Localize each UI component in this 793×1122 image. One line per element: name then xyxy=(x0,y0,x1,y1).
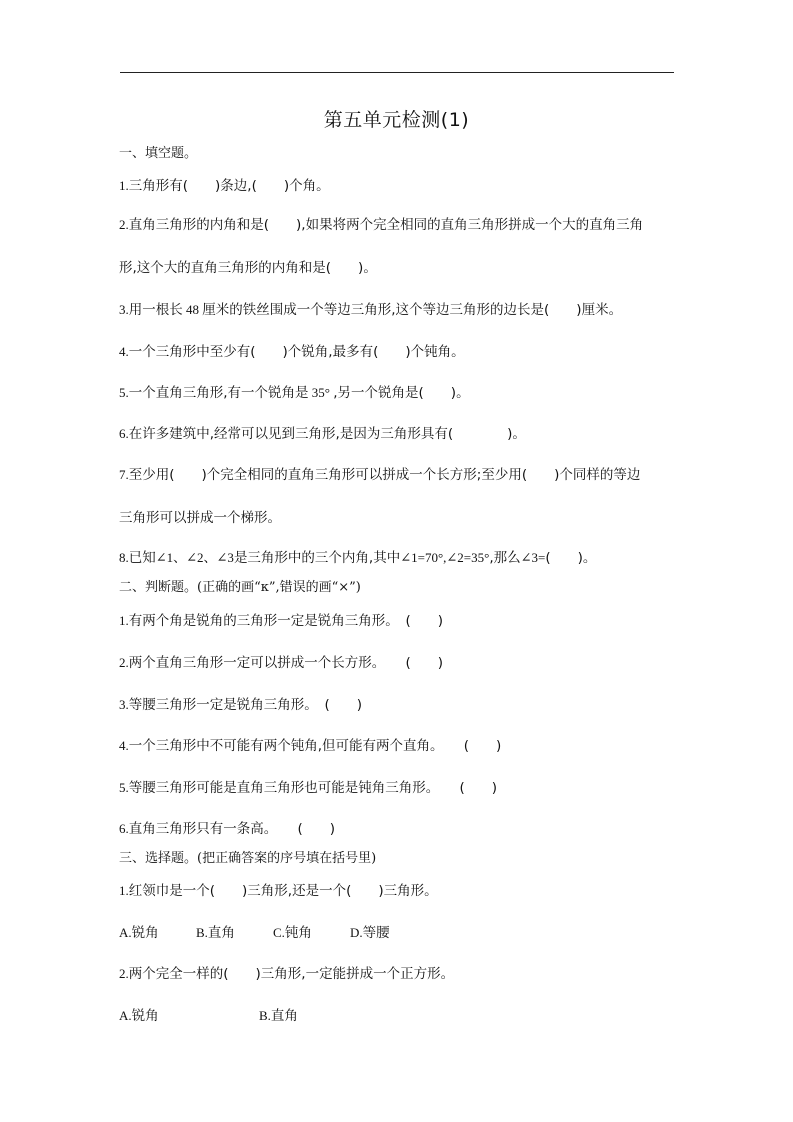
question-number: 4. xyxy=(119,344,129,359)
question-number: 5. xyxy=(119,385,129,400)
option-letter: A. xyxy=(119,1008,132,1023)
section-choice-heading: 三、选择题。(把正确答案的序号填在括号里) xyxy=(119,851,377,866)
option-letter: C. xyxy=(273,925,285,940)
question-text: 三角形有( )条边,( )个角。 xyxy=(128,178,330,194)
question-number: 6. xyxy=(119,821,129,836)
question-text: 至少用( )个完全相同的直角三角形可以拼成一个长方形;至少用( )个同样的等边 xyxy=(128,467,641,483)
option-letter: B. xyxy=(196,925,208,940)
fill-question-7 xyxy=(119,463,640,483)
fill-question-3 xyxy=(119,298,622,318)
question-text: 直角三角形只有一条高。 ( ) xyxy=(128,821,336,837)
option-d xyxy=(350,921,390,941)
question-text: 是三角形中的三个内角,其中 xyxy=(233,550,401,566)
question-value: 48 xyxy=(182,302,203,317)
fill-question-1 xyxy=(119,174,330,194)
option-letter: B. xyxy=(259,1008,271,1023)
question-value: 35° xyxy=(308,385,334,400)
section-judge-heading: 二、判断题。(正确的画“κ”,错误的画“×”) xyxy=(119,580,361,595)
question-text: 用一根长 xyxy=(128,302,183,318)
question-number: 1. xyxy=(119,883,129,898)
question-value: ∠1、∠2、∠3 xyxy=(155,550,234,565)
question-text: 等腰三角形可能是直角三角形也可能是钝角三角形。 ( ) xyxy=(128,780,498,796)
fill-question-2-continued xyxy=(119,256,377,276)
question-text: 等腰三角形一定是锐角三角形。 ( ) xyxy=(128,697,363,713)
question-text: 两个直角三角形一定可以拼成一个长方形。 ( ) xyxy=(128,655,444,671)
option-a xyxy=(119,1004,259,1024)
question-number: 3. xyxy=(119,697,129,712)
question-text: 形,这个大的直角三角形的内角和是( )。 xyxy=(119,260,377,276)
option-text: 直角 xyxy=(207,925,235,941)
question-text: 三角形可以拼成一个梯形。 xyxy=(119,510,281,526)
judge-question-6 xyxy=(119,817,335,837)
question-number: 2. xyxy=(119,655,129,670)
question-text: 厘米的铁丝围成一个等边三角形,这个等边三角形的边长是( )厘米。 xyxy=(202,302,623,318)
question-number: 5. xyxy=(119,780,129,795)
option-c xyxy=(273,921,350,941)
question-text: 一个三角形中不可能有两个钝角,但可能有两个直角。 ( ) xyxy=(128,738,502,754)
option-text: 锐角 xyxy=(131,925,159,941)
question-text: 一个直角三角形,有一个锐角是 xyxy=(128,385,309,401)
question-text: 两个完全一样的( )三角形,一定能拼成一个正方形。 xyxy=(128,966,455,982)
question-text: 在许多建筑中,经常可以见到三角形,是因为三角形具有( )。 xyxy=(128,426,526,442)
fill-question-5 xyxy=(119,381,470,401)
question-number: 7. xyxy=(119,467,129,482)
question-number: 1. xyxy=(119,178,129,193)
fill-question-7-continued xyxy=(119,506,281,526)
option-letter: D. xyxy=(350,925,363,940)
section-fill-heading: 一、填空题。 xyxy=(119,146,198,161)
question-number: 6. xyxy=(119,426,129,441)
judge-question-4 xyxy=(119,734,501,754)
question-number: 1. xyxy=(119,613,129,628)
fill-question-6 xyxy=(119,422,526,442)
choice-question-2-options xyxy=(119,1004,298,1024)
option-letter: A. xyxy=(119,925,132,940)
question-number: 3. xyxy=(119,302,129,317)
fill-question-8 xyxy=(119,546,596,566)
question-number: 2. xyxy=(119,966,129,981)
question-text: 红领巾是一个( )三角形,还是一个( )三角形。 xyxy=(128,883,438,899)
question-text: 一个三角形中至少有( )个锐角,最多有( )个钝角。 xyxy=(128,344,465,360)
question-text: ( )。 xyxy=(545,550,597,566)
judge-question-1 xyxy=(119,609,443,629)
fill-question-4 xyxy=(119,340,465,360)
judge-question-5 xyxy=(119,776,497,796)
question-number: 8. xyxy=(119,550,129,565)
judge-question-3 xyxy=(119,693,362,713)
judge-question-2 xyxy=(119,651,443,671)
question-number: 2. xyxy=(119,217,129,232)
question-text: ,另一个锐角是( )。 xyxy=(333,385,470,401)
choice-question-2 xyxy=(119,962,454,982)
option-b xyxy=(196,921,273,941)
option-text: 等腰 xyxy=(362,925,390,941)
question-text: 已知 xyxy=(128,550,156,566)
question-text: ,那么 xyxy=(489,550,521,566)
question-value: ∠1=70°,∠2=35° xyxy=(400,550,490,565)
question-text: 有两个角是锐角的三角形一定是锐角三角形。 ( ) xyxy=(128,613,444,629)
question-number: 4. xyxy=(119,738,129,753)
header-rule xyxy=(120,72,674,73)
option-b xyxy=(259,1004,298,1024)
question-value: ∠3= xyxy=(520,550,546,565)
fill-question-2 xyxy=(119,213,643,233)
option-text: 钝角 xyxy=(284,925,312,941)
option-text: 锐角 xyxy=(131,1008,159,1024)
choice-question-1 xyxy=(119,879,438,899)
question-text: 直角三角形的内角和是( ),如果将两个完全相同的直角三角形拼成一个大的直角三角 xyxy=(128,217,644,233)
choice-question-1-options xyxy=(119,921,390,941)
option-text: 直角 xyxy=(270,1008,298,1024)
option-a xyxy=(119,921,196,941)
page-title: 第五单元检测(1) xyxy=(323,109,470,131)
